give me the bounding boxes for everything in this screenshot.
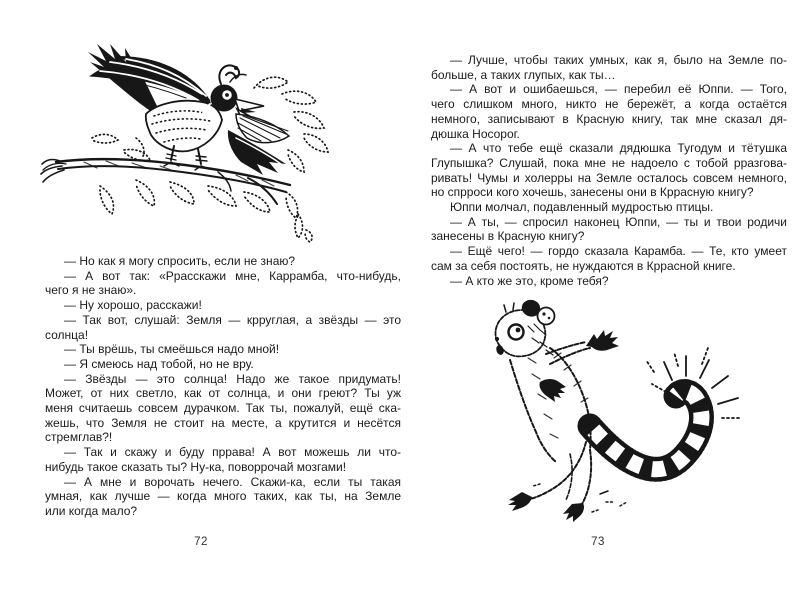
paragraph: — А мне и ворочать нечего. Скажи-ка, если ты такая умная, как лучше — когда много таких, как ты, на Земле или когда мало? [45, 474, 401, 518]
lemur-tail [590, 391, 701, 469]
paragraph: — Так вот, слушай: Земля — крруглая, а звёзды — это солнца! [45, 312, 401, 342]
paragraph: — Но как я могу спросить, если не знаю? [64, 254, 296, 268]
bird-illustration-svg [40, 12, 370, 248]
lemur-illustration [488, 298, 758, 533]
bird-illustration [40, 12, 370, 248]
paragraph: — Я смеюсь над тобой, но не вру. [64, 356, 254, 371]
paragraph: — А кто же это, кроме тебя? [450, 273, 609, 288]
lemur-arm [546, 330, 619, 364]
paragraph: — А вот так: «Ррасскажи мне, Каррамба, что-нибудь, чего я не знаю». [45, 268, 401, 298]
paragraph: — Звёзды — это солнца! Надо же такое придумать! Может, от них светло, как от солнца, и они греют? Ты уж меня считаешь совсем дурачком. Так ты, пожалуй, ещё ска- жешь, что Земля не стоит на месте, а крутится и несётся стремглав?! [45, 371, 401, 445]
lemur-head [495, 300, 555, 357]
page-number-right: 73 [591, 536, 605, 548]
bird-body [146, 101, 222, 152]
page-right-text [431, 53, 787, 288]
paragraph: — А ты, — спросил наконец Юппи, — ты и твои родичи занесены в Красную книгу? [431, 214, 787, 244]
bird-crest [219, 65, 246, 84]
lemur-chest-hand [539, 379, 566, 402]
bird-hatched-fan [236, 114, 289, 143]
paragraph: — Так и скажу и буду пррава! А вот можешь ли что- нибудь такое сказать ты? Ну-ка, поворрочай мозгами! [45, 445, 401, 474]
paragraph: — Ты врёшь, ты смеёшься надо мной! [64, 342, 280, 357]
paragraph: — А вот и ошибаешься, — перебил её Юппи. — Того, чего слишком много, никто не бережёт, а когда остаётся немного, записывают в Красную книгу, так мне сказал дя- дюшка Носорог. [431, 82, 787, 141]
paragraph: — Лучше, чтобы таких умных, как я, было на Земле по- больше, а таких глупых, как ты… [431, 53, 787, 82]
page-number-left: 72 [194, 536, 208, 548]
paragraph: — А что тебе ещё сказали дядюшка Тугодум и тётушка Глупышка? Слушай, пока мне не надоело с тобой рразгова- ривать! Чумы и холерры на Земле осталось совсем немного, но спрроси кого хочешь, занесены они в Кррасную книгу? [431, 141, 787, 200]
paragraph: — Ещё чего! — гордо сказала Карамба. — Те, кто умеет сам за себя постоять, не нуждаются в Кррасной книге. [431, 244, 787, 273]
lemur-body [510, 348, 591, 462]
paragraph: — Ну хорошо, расскажи! [64, 298, 202, 313]
page-left-text [45, 254, 401, 519]
lemur-illustration-svg [488, 298, 758, 533]
paragraph: Юппи молчал, подавленный мудростью птицы. [450, 200, 714, 215]
